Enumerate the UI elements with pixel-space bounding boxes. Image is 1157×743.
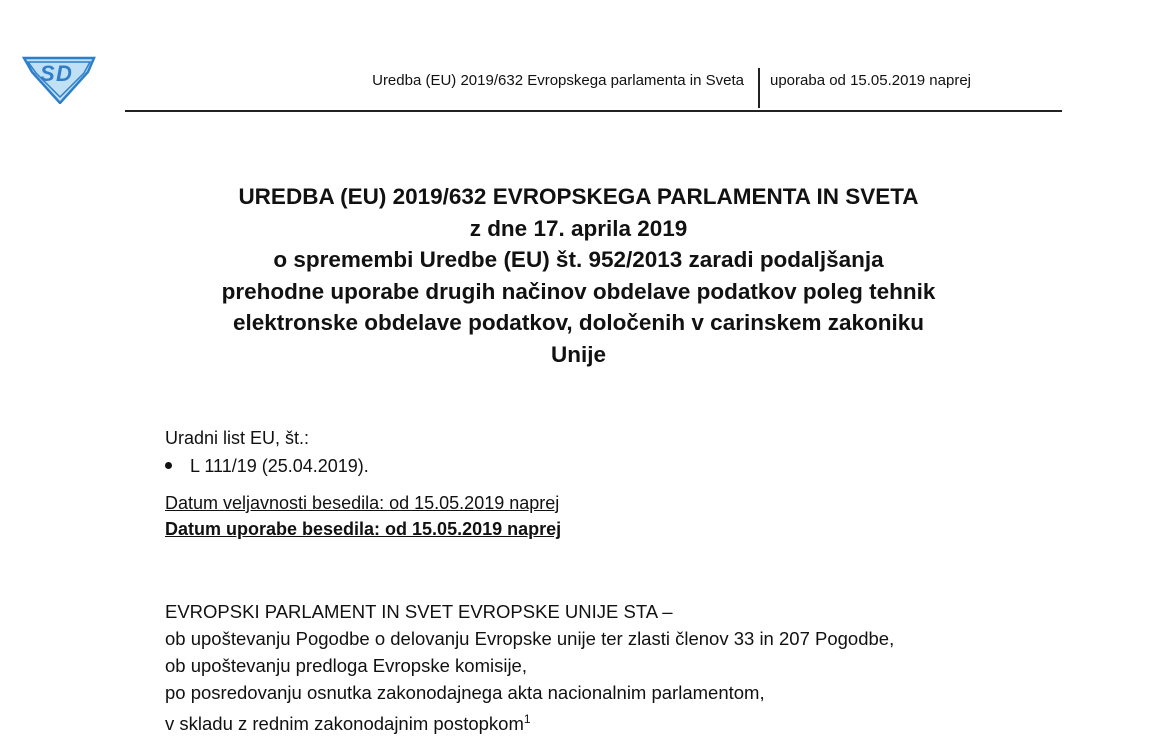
title-line-6: Unije [550,341,606,367]
title-line-1: UREDBA (EU) 2019/632 EVROPSKEGA PARLAMENTA IN SVETA [238,184,919,209]
footnote-marker[interactable]: 1 [523,712,531,726]
body-paragraph: EVROPSKI PARLAMENT IN SVET EVROPSKE UNIJE STA – [165,601,673,622]
svg-text:S: S [40,61,55,86]
usage-date: Datum uporabe besedila: od 15.05.2019 naprej [165,519,562,539]
header-divider [758,68,760,108]
gazette-label: Uradni list EU, št.: [165,428,310,448]
body-paragraph [138,706,1022,737]
bullet-icon [165,462,172,469]
body-paragraph-text: v skladu z rednim zakonodajnim postopkom [165,713,524,735]
title-line-2: z dne 17. aprila 2019 [469,215,688,241]
gazette-list-item [165,456,369,477]
header-document-title: Uredba (EU) 2019/632 Evropskega parlamenta in Sveta [372,72,744,89]
body-paragraph: po posredovanju osnutka zakonodajnega akta nacionalnim parlamentom, [165,682,765,703]
sd-shield-logo-icon [22,48,96,104]
validity-date: Datum veljavnosti besedila: od 15.05.2019 naprej [165,493,560,513]
gazette-item-text: L 111/19 (25.04.2019). [190,456,369,476]
title-line-4: prehodne uporabe drugih načinov obdelave podatkov poleg tehnik [221,278,936,304]
svg-text:D: D [56,61,72,86]
title-line-5: elektronske obdelave podatkov, določenih v carinskem zakoniku [232,310,925,335]
document-title [0,181,1157,370]
body-paragraph: ob upoštevanju predloga Evropske komisije, [165,655,527,676]
page-header [125,66,1062,112]
document-body [138,598,1022,737]
body-paragraph: ob upoštevanju Pogodbe o delovanju Evropske unije ter zlasti členov 33 in 207 Pogodbe, [165,628,895,649]
header-usage-date: uporaba od 15.05.2019 naprej [770,72,972,89]
title-line-3: o spremembi Uredbe (EU) št. 952/2013 zaradi podaljšanja [273,247,884,272]
